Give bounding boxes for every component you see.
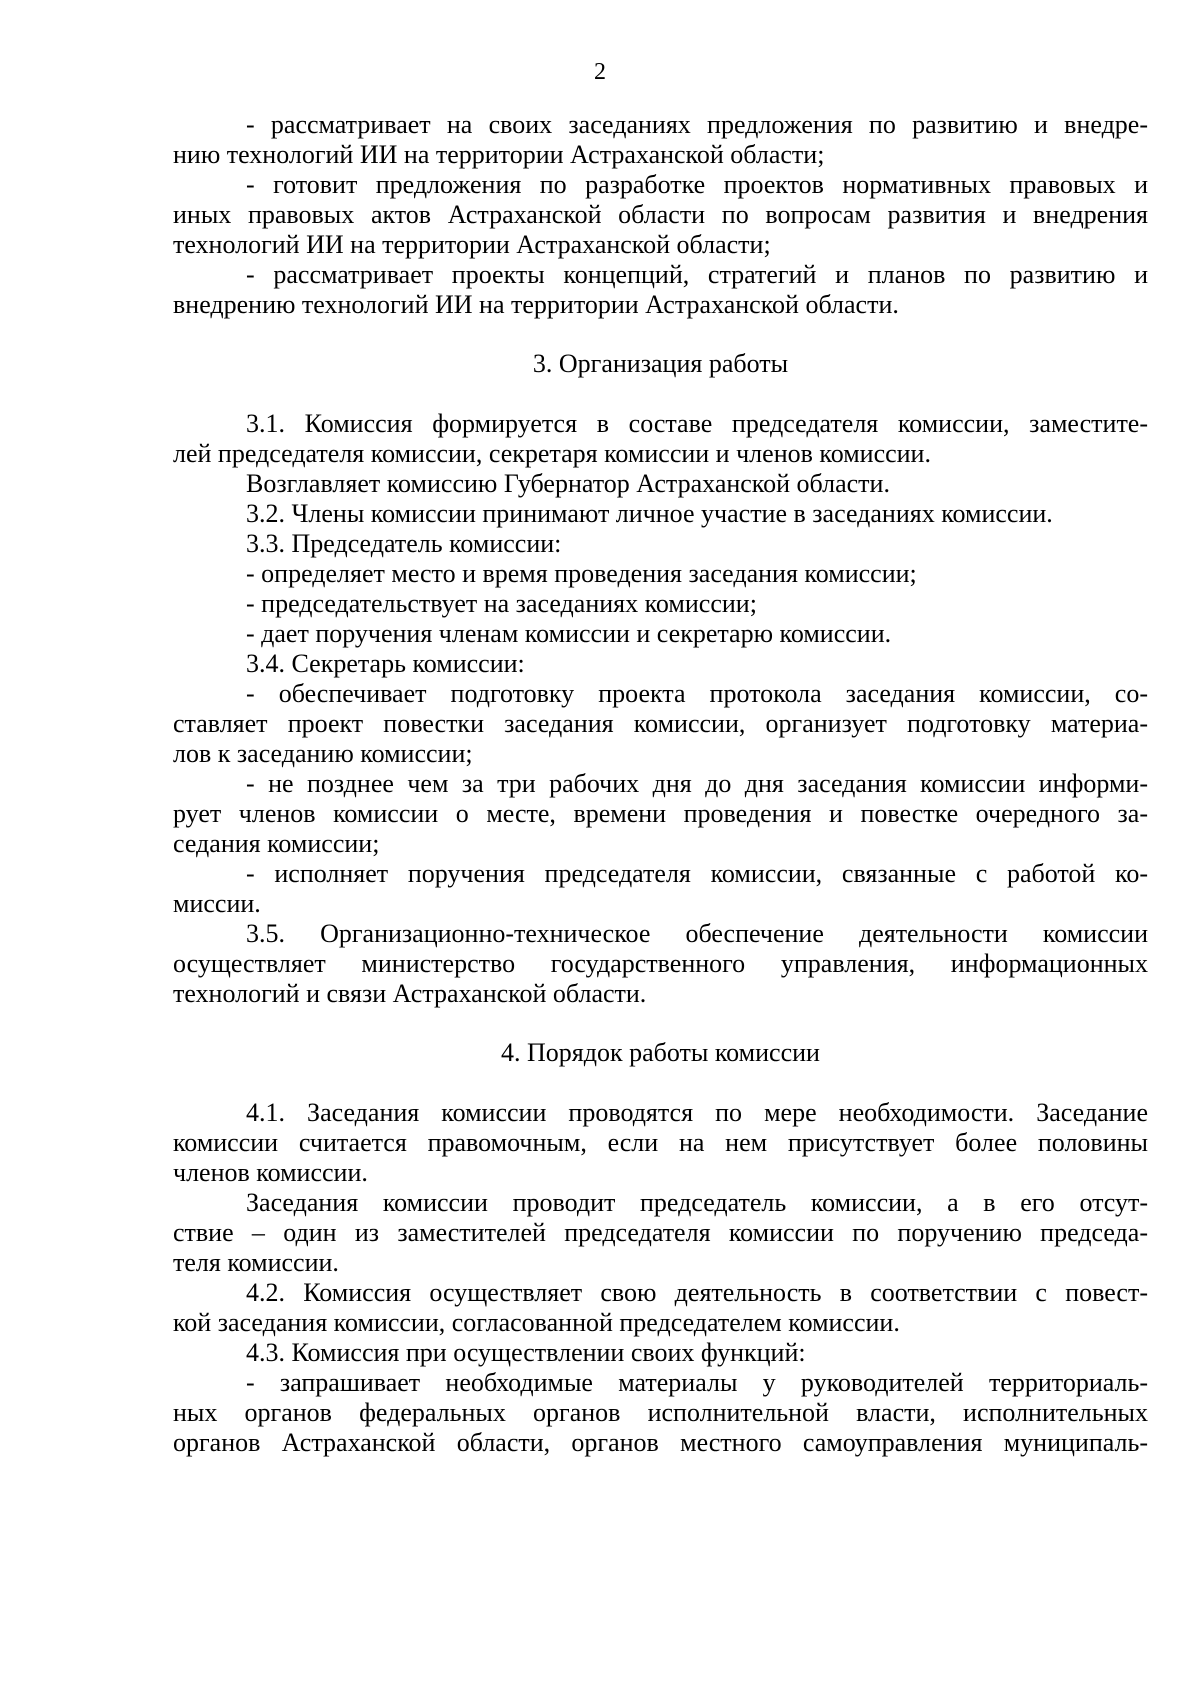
text-line: Возглавляет комиссию Губернатор Астраханской области. xyxy=(246,469,890,498)
text-line: 3.4. Секретарь комиссии: xyxy=(246,649,525,678)
text-line: нию технологий ИИ на территории Астраханской области; xyxy=(173,140,825,169)
text-line: - рассматривает на своих заседаниях предложения по развитию и внедре- xyxy=(246,110,1148,139)
text-line: 3.3. Председатель комиссии: xyxy=(246,529,562,558)
text-line: технологий и связи Астраханской области. xyxy=(173,979,647,1008)
text-line: - запрашивает необходимые материалы у руководителей территориаль- xyxy=(246,1368,1148,1397)
text-line: - готовит предложения по разработке проектов нормативных правовых и xyxy=(246,170,1148,199)
text-line: - не позднее чем за три рабочих дня до дня заседания комиссии информи- xyxy=(246,769,1148,798)
text-line: комиссии считается правомочным, если на нем присутствует более половины xyxy=(173,1128,1148,1157)
text-line: членов комиссии. xyxy=(173,1158,368,1187)
text-line: седания комиссии; xyxy=(173,829,380,858)
text-line: ствие – один из заместителей председателя комиссии по поручению председа- xyxy=(173,1218,1148,1247)
section-heading: 3. Организация работы xyxy=(532,349,789,378)
text-line: 3.5. Организационно-техническое обеспечение деятельности комиссии xyxy=(246,919,1148,948)
text-line: лов к заседанию комиссии; xyxy=(173,739,473,768)
text-line: ных органов федеральных органов исполнительной власти, исполнительных xyxy=(173,1398,1148,1427)
text-line: кой заседания комиссии, согласованной председателем комиссии. xyxy=(173,1308,900,1337)
text-line: 3.1. Комиссия формируется в составе председателя комиссии, заместите- xyxy=(246,409,1148,438)
text-line: технологий ИИ на территории Астраханской области; xyxy=(173,230,771,259)
text-line: лей председателя комиссии, секретаря комиссии и членов комиссии. xyxy=(173,439,931,468)
text-line: 3.2. Члены комиссии принимают личное участие в заседаниях комиссии. xyxy=(246,499,1053,528)
text-line: - исполняет поручения председателя комиссии, связанные с работой ко- xyxy=(246,859,1148,888)
text-line: 4.2. Комиссия осуществляет свою деятельность в соответствии с повест- xyxy=(246,1278,1148,1307)
text-line: органов Астраханской области, органов местного самоуправления муниципаль- xyxy=(173,1428,1148,1457)
text-line: - определяет место и время проведения заседания комиссии; xyxy=(246,559,917,588)
text-line: теля комиссии. xyxy=(173,1248,339,1277)
text-line: - рассматривает проекты концепций, стратегий и планов по развитию и xyxy=(246,260,1148,289)
text-line: внедрению технологий ИИ на территории Астраханской области. xyxy=(173,290,899,319)
text-line: 4.1. Заседания комиссии проводятся по мере необходимости. Заседание xyxy=(246,1098,1148,1127)
text-line: осуществляет министерство государственного управления, информационных xyxy=(173,949,1148,978)
page-number: 2 xyxy=(594,59,606,85)
text-line: - председательствует на заседаниях комиссии; xyxy=(246,589,757,618)
text-line: 4.3. Комиссия при осуществлении своих функций: xyxy=(246,1338,806,1367)
text-line: - дает поручения членам комиссии и секретарю комиссии. xyxy=(246,619,892,648)
text-line: миссии. xyxy=(173,889,261,918)
text-line: - обеспечивает подготовку проекта протокола заседания комиссии, со- xyxy=(246,679,1148,708)
text-line: рует членов комиссии о месте, времени проведения и повестке очередного за- xyxy=(173,799,1148,828)
section-heading: 4. Порядок работы комиссии xyxy=(501,1038,820,1067)
text-line: иных правовых актов Астраханской области по вопросам развития и внедрения xyxy=(173,200,1148,229)
text-line: Заседания комиссии проводит председатель комиссии, а в его отсут- xyxy=(246,1188,1148,1217)
text-line: ставляет проект повестки заседания комиссии, организует подготовку материа- xyxy=(173,709,1148,738)
